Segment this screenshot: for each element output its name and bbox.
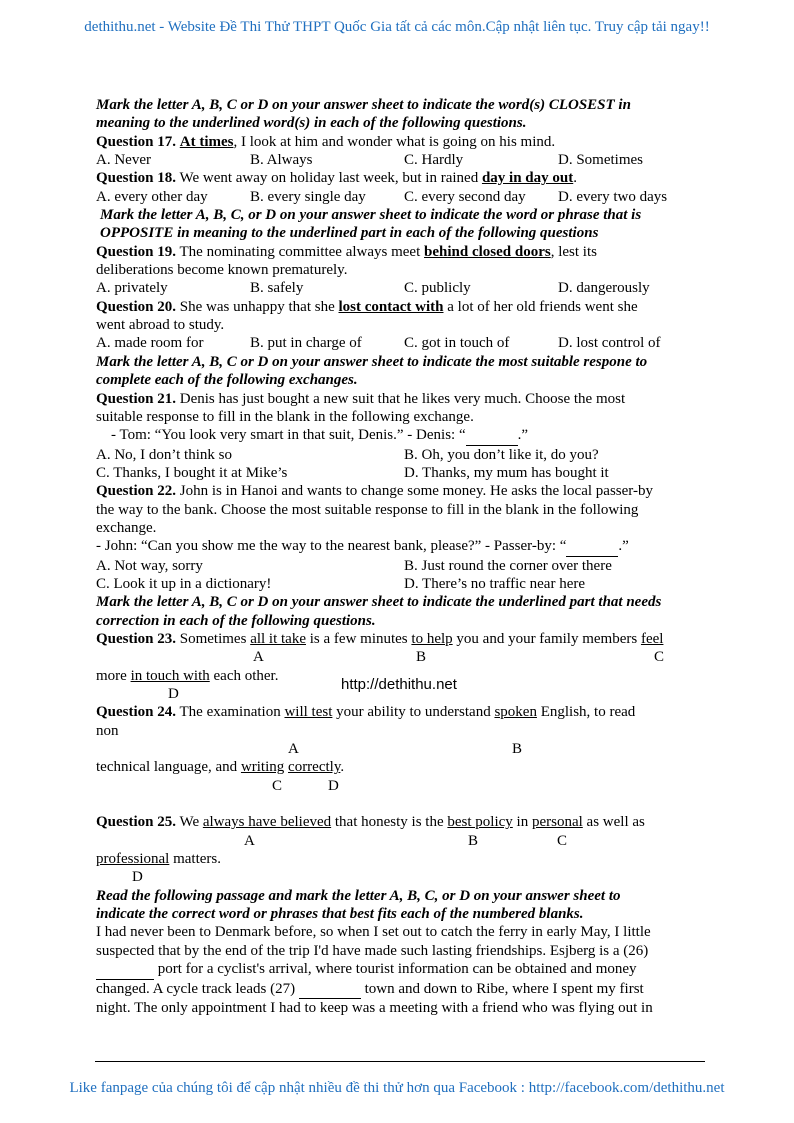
options-21-row1 — [96, 446, 710, 464]
underlined-part-d: professional — [96, 851, 170, 868]
instruction-exchanges-line2: complete each of the following exchanges. — [96, 372, 358, 389]
underlined-part-c: feel — [640, 630, 664, 647]
dialogue-end: .” — [618, 538, 629, 555]
letter-c: C — [557, 832, 568, 849]
letter-d: D — [132, 869, 143, 886]
letter-b: B — [512, 741, 523, 758]
letter-b: B — [468, 832, 479, 849]
underlined-part-c: personal — [531, 814, 583, 831]
passage-line-4 — [96, 980, 710, 999]
letters-25-row1 — [96, 832, 710, 850]
option-d: D. Sometimes — [558, 152, 643, 169]
letter-c: C — [272, 777, 283, 794]
question-24-line3 — [96, 758, 710, 776]
passage-text: town and down to Ribe, where I spent my first — [360, 980, 644, 997]
letter-a: A — [288, 741, 299, 758]
underlined-phrase: day in day out — [481, 170, 574, 187]
question-label: Question 19. — [96, 243, 177, 260]
underlined-part-b: best policy — [447, 814, 513, 831]
option-b: B. safely — [250, 280, 304, 297]
question-text: in — [512, 814, 532, 831]
options-22-row1 — [96, 557, 710, 575]
passage-line-2: suspected that by the end of the trip I'd have made such lasting friendships. Esjberg is a (26) — [96, 942, 649, 959]
letters-24-row2 — [96, 777, 710, 795]
instruction-closest: Mark the letter A, B, C or D on your answer sheet to indicate the word(s) CLOSEST in — [96, 97, 631, 113]
question-label: Question 21. — [96, 390, 177, 407]
option-c: C. got in touch of — [404, 335, 510, 352]
options-20 — [96, 334, 710, 352]
question-text: more — [96, 667, 131, 684]
question-18 — [96, 169, 710, 187]
underlined-phrase: At times — [179, 133, 234, 150]
question-text-end: a lot of her old friends went she — [443, 298, 638, 315]
underlined-part-a: will test — [284, 704, 333, 721]
question-19 — [96, 243, 710, 261]
option-a: A. made room for — [96, 335, 204, 352]
question-text: you and your family members — [452, 630, 641, 647]
passage-text: changed. A cycle track leads (27) — [96, 980, 299, 997]
option-a: A. Not way, sorry — [96, 557, 203, 574]
question-24 — [96, 703, 710, 721]
instruction-opposite-line2: OPPOSITE in meaning to the underlined part in each of the following questions — [100, 225, 599, 242]
blank-26 — [96, 960, 154, 979]
passage-line-1: I had never been to Denmark before, so when I set out to catch the ferry in early May, I little — [96, 924, 651, 941]
letter-b: B — [416, 649, 427, 666]
question-21 — [96, 390, 710, 408]
dialogue-text: - Tom: “You look very smart in that suit, Denis.” - Denis: “ — [111, 427, 466, 444]
instruction-passage-line2: indicate the correct word or phrases that best fits each of the numbered blanks. — [96, 906, 584, 923]
options-19 — [96, 279, 710, 297]
letters-23-row1 — [96, 648, 710, 666]
question-24-line2: non — [96, 722, 119, 739]
question-22 — [96, 482, 710, 500]
question-20-line2: went abroad to study. — [96, 317, 225, 334]
option-a: A. privately — [96, 280, 168, 297]
option-d: D. Thanks, my mum has bought it — [404, 464, 609, 481]
question-text: your ability to understand — [332, 704, 495, 721]
underlined-part-d: correctly — [288, 759, 341, 776]
question-text-end: , lest its — [550, 243, 597, 260]
instruction-correction: Mark the letter A, B, C or D on your answer sheet to indicate the underlined part that needs — [96, 594, 662, 611]
option-c: C. Look it up in a dictionary! — [96, 575, 272, 592]
passage-line-3 — [96, 960, 710, 979]
option-a: A. No, I don’t think so — [96, 446, 232, 463]
options-18 — [96, 188, 710, 206]
question-label: Question 18. — [96, 170, 177, 187]
underlined-part-b: to help — [411, 630, 453, 647]
blank-27 — [299, 980, 361, 999]
underlined-part-c: writing — [240, 759, 285, 776]
options-21-row2 — [96, 464, 710, 482]
question-label: Question 25. — [96, 814, 177, 831]
option-d: D. lost control of — [558, 335, 661, 352]
question-text: Denis has just bought a new suit that he likes very much. Choose the most — [176, 390, 626, 407]
option-d: D. dangerously — [558, 280, 650, 297]
exam-content — [96, 96, 710, 1017]
option-b: B. Always — [250, 152, 313, 169]
question-text: We — [176, 814, 203, 831]
question-text: that honesty is the — [331, 814, 448, 831]
question-text: each other. — [209, 667, 279, 684]
question-text: Sometimes — [176, 630, 251, 647]
question-text: We went away on holiday last week, but in rained — [176, 170, 482, 187]
letters-24-row1 — [96, 740, 710, 758]
question-25 — [96, 813, 710, 831]
question-text: . — [340, 759, 345, 776]
question-17 — [96, 133, 710, 151]
options-17 — [96, 151, 710, 169]
spacer — [96, 795, 710, 813]
question-text: , I look at him and wonder what is going on his mind. — [233, 133, 556, 150]
question-text: She was unhappy that she — [176, 298, 339, 315]
option-a: A. every other day — [96, 188, 208, 205]
underlined-part-a: all it take — [250, 630, 306, 647]
underlined-part-d: in touch with — [130, 667, 210, 684]
question-text: English, to read — [536, 704, 636, 721]
question-text: as well as — [582, 814, 645, 831]
instruction-opposite: Mark the letter A, B, C, or D on your answer sheet to indicate the word or phrase that is — [100, 207, 642, 224]
option-c: C. every second day — [404, 188, 526, 205]
letter-d: D — [328, 777, 339, 794]
question-text: John is in Hanoi and wants to change some money. He asks the local passer-by — [176, 483, 653, 500]
letter-a: A — [253, 649, 264, 666]
question-label: Question 22. — [96, 483, 177, 500]
question-text: matters. — [169, 851, 221, 868]
passage-line-5: night. The only appointment I had to keep was a meeting with a friend who was flying out in — [96, 999, 653, 1016]
question-label: Question 20. — [96, 298, 177, 315]
question-23 — [96, 630, 710, 648]
underlined-part-b: spoken — [494, 704, 537, 721]
dialogue-22 — [96, 537, 710, 556]
option-c: C. Hardly — [404, 152, 464, 169]
instruction-closest-line2: meaning to the underlined word(s) in each of the following questions. — [96, 115, 527, 132]
options-22-row2 — [96, 575, 710, 593]
option-b: B. every single day — [250, 188, 366, 205]
dialogue-21 — [96, 426, 710, 445]
question-22-line2: the way to the bank. Choose the most suitable response to fill in the blank in the following — [96, 501, 639, 518]
letters-25-row2 — [96, 868, 710, 886]
question-text: is a few minutes — [306, 630, 412, 647]
instruction-correction-line2: correction in each of the following questions. — [96, 612, 376, 629]
question-label: Question 17. — [96, 133, 177, 150]
question-19-line2: deliberations become known prematurely. — [96, 262, 348, 279]
option-d: D. There’s no traffic near here — [404, 575, 586, 592]
option-c: C. publicly — [404, 280, 471, 297]
option-b: B. Just round the corner over there — [404, 557, 612, 574]
question-text: technical language, and — [96, 759, 241, 776]
underlined-part-a: always have believed — [202, 814, 332, 831]
option-c: C. Thanks, I bought it at Mike’s — [96, 464, 288, 481]
option-b: B. Oh, you don’t like it, do you? — [404, 446, 599, 463]
question-25-line2 — [96, 850, 710, 868]
option-a: A. Never — [96, 152, 151, 169]
question-20 — [96, 298, 710, 316]
underlined-phrase: lost contact with — [338, 298, 444, 315]
footer-divider — [95, 1061, 705, 1062]
letter-a: A — [244, 832, 255, 849]
underlined-phrase: behind closed doors — [424, 243, 551, 260]
instruction-passage: Read the following passage and mark the letter A, B, C, or D on your answer sheet to — [96, 887, 621, 904]
question-text-end: . — [573, 170, 577, 187]
dialogue-text: - John: “Can you show me the way to the nearest bank, please?” - Passer-by: “ — [96, 538, 567, 555]
footer-banner: Like fanpage của chúng tôi để cập nhật nhiều đề thi thử hơn qua Facebook : http://facebook.com/dethithu.net — [69, 1080, 725, 1096]
watermark: http://dethithu.net — [341, 676, 457, 693]
question-21-line2: suitable response to fill in the blank in the following exchange. — [96, 408, 474, 425]
letter-c: C — [654, 649, 665, 666]
header-banner: dethithu.net - Website Đề Thi Thử THPT Quốc Gia tất cả các môn.Cập nhật liên tục. Truy cập tải ngay!! — [84, 19, 710, 35]
question-text: The nominating committee always meet — [176, 243, 425, 260]
instruction-exchanges: Mark the letter A, B, C or D on your answer sheet to indicate the most suitable respone to — [96, 353, 648, 370]
answer-blank — [466, 426, 518, 445]
question-22-line3: exchange. — [96, 519, 157, 536]
dialogue-end: .” — [517, 427, 529, 444]
question-label: Question 23. — [96, 630, 177, 647]
letter-d: D — [168, 686, 179, 702]
question-label: Question 24. — [96, 704, 177, 721]
passage-text: port for a cyclist's arrival, where tourist information can be obtained and money — [154, 961, 637, 978]
option-b: B. put in charge of — [250, 335, 362, 352]
answer-blank — [566, 537, 618, 556]
option-d: D. every two days — [558, 188, 668, 205]
question-text: The examination — [176, 704, 285, 721]
